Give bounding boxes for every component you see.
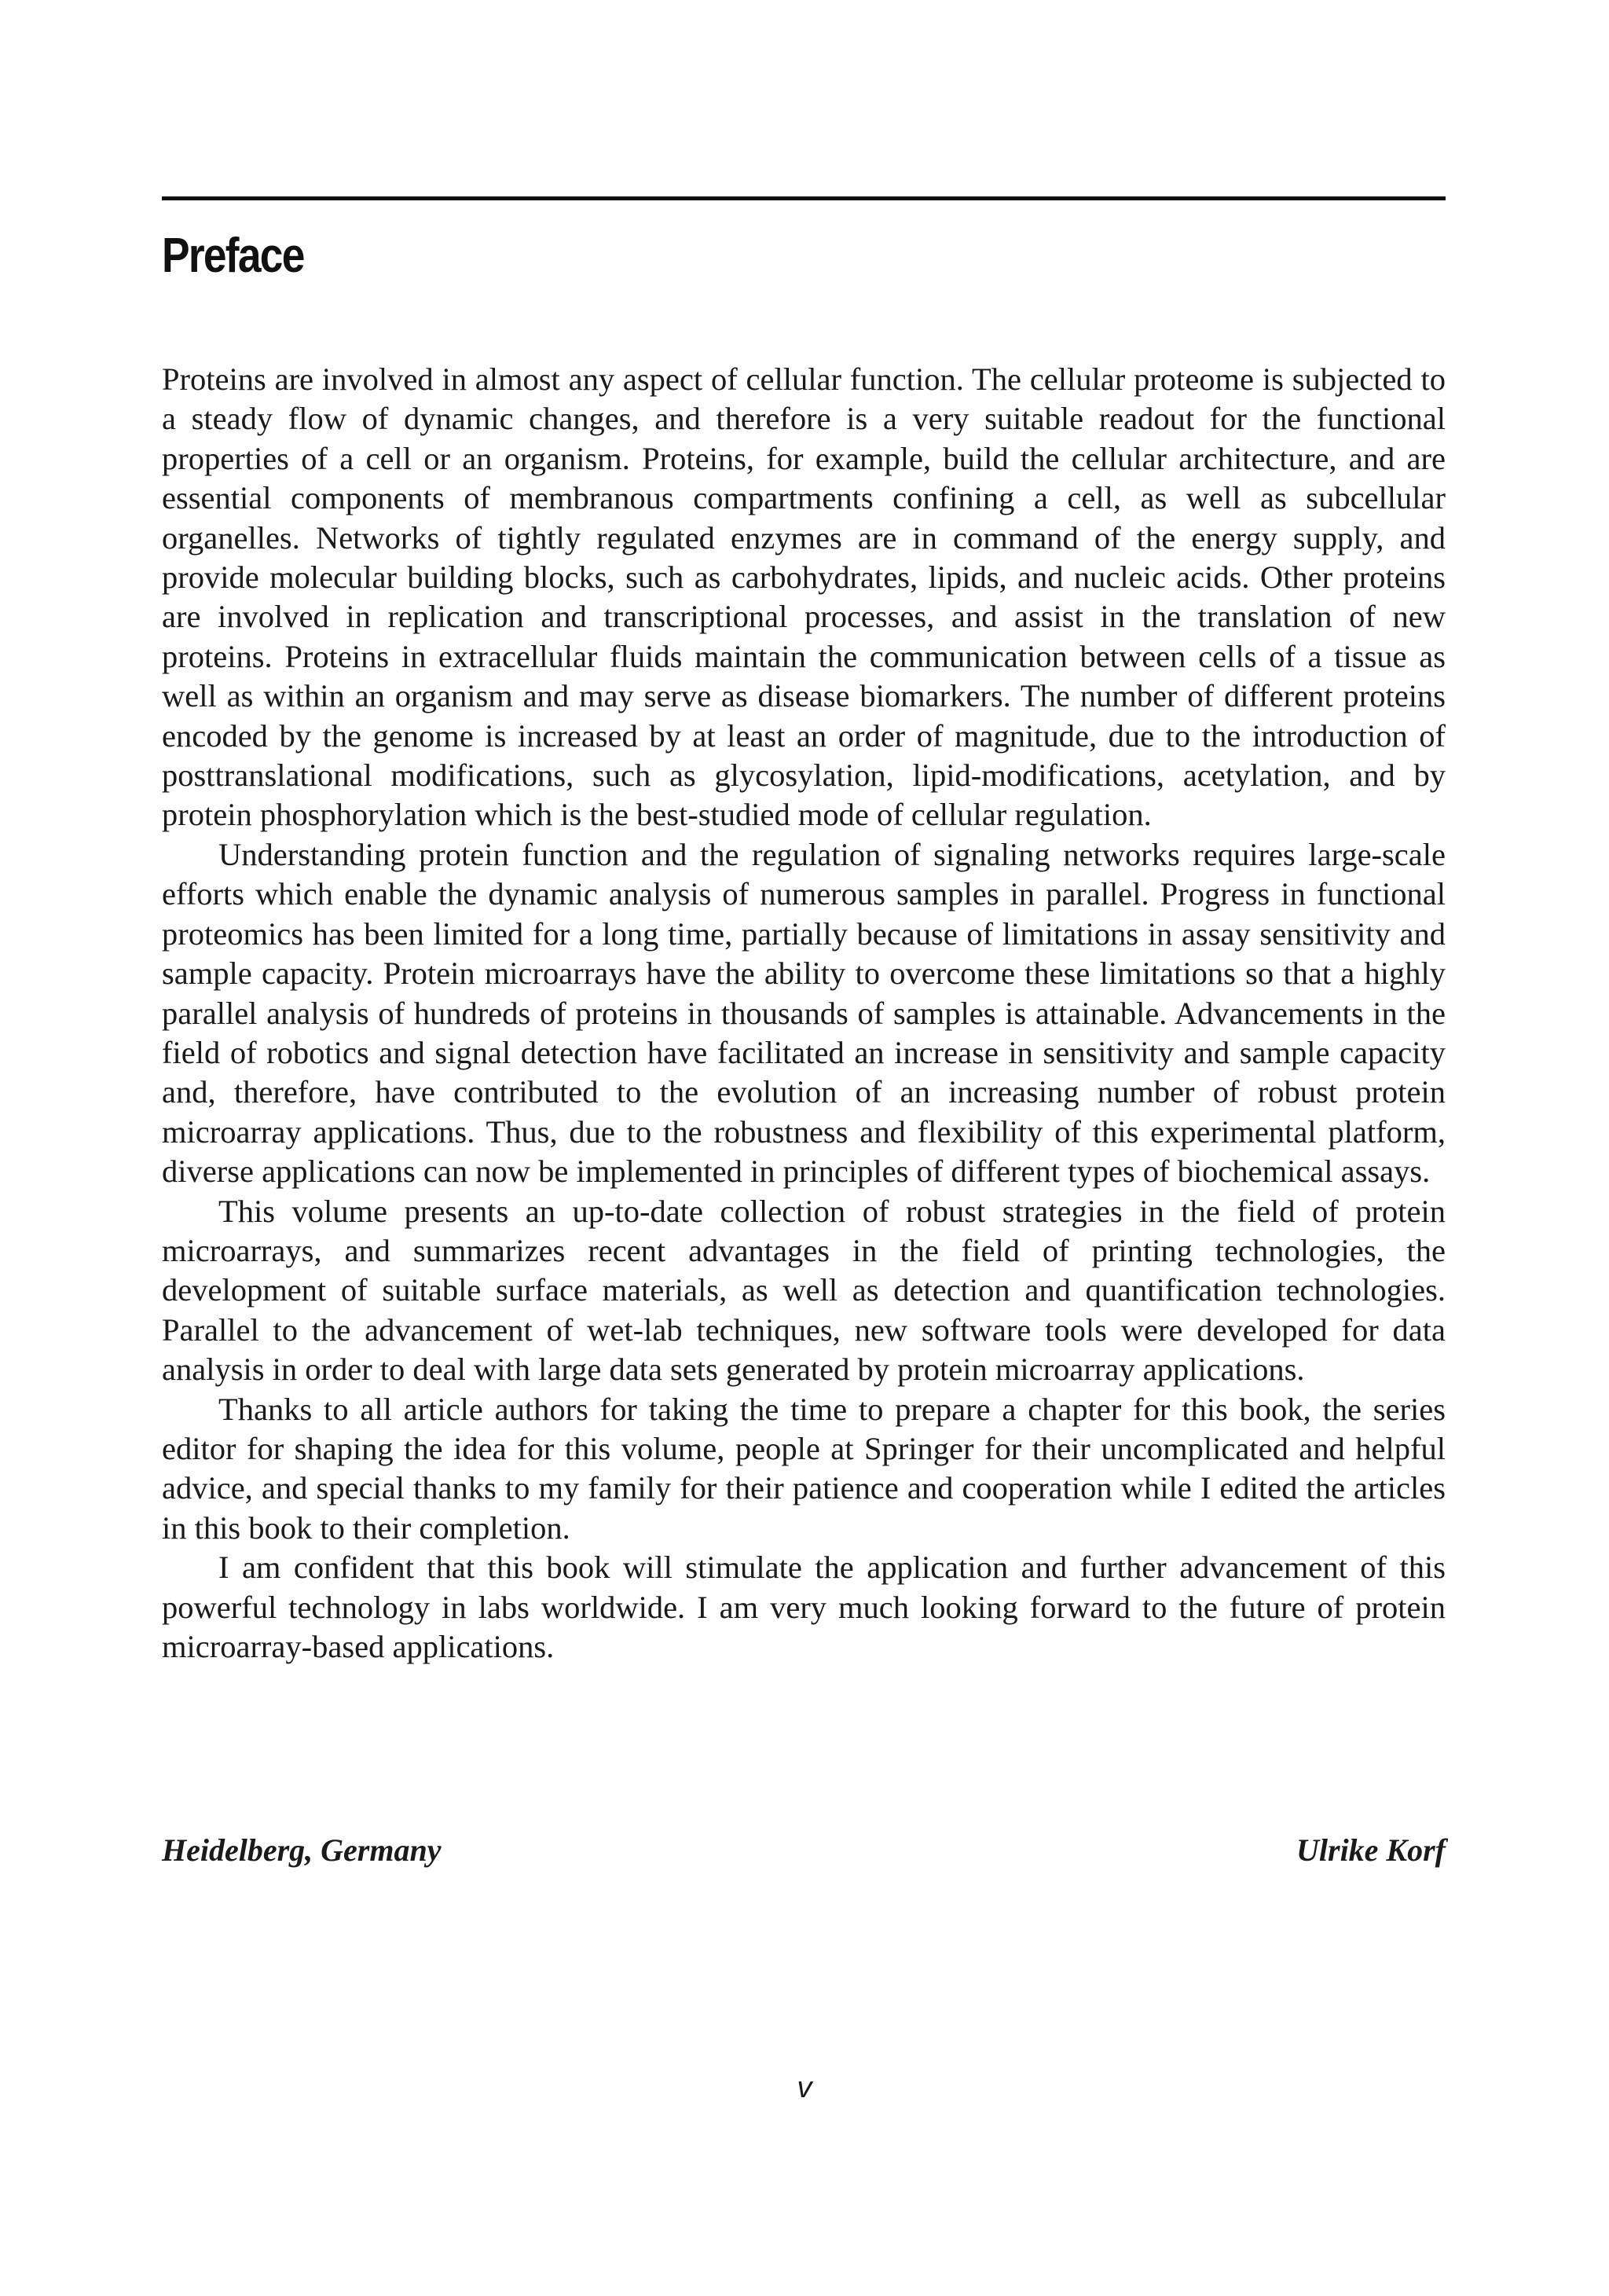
paragraph-1: Proteins are involved in almost any aspect of cellular function. The cellular proteome is subjected to a steady flow of dynamic changes, and therefore is a very suitable readout for the functional properties of a cell or an organism. Proteins, for example, build the cellular architecture, and are essential components of membranous compartments confining a cell, as well as subcellular organelles. Networks of tightly regulated enzymes are in command of the energy supply, and provide molecular building blocks, such as carbohydrates, lipids, and nucleic acids. Other proteins are involved in replication and transcriptional processes, and assist in the translation of new proteins. Proteins in extracellular fluids maintain the communication between cells of a tissue as well as within an organism and may serve as disease biomarkers. The number of different proteins encoded by the genome is increased by at least an order of magnitude, due to the introduction of posttranslational modifications, such as glycosylation, lipid-modifications, acetylation, and by protein phosphorylation which is the best-studied mode of cellular regulation. xyxy=(162,361,1446,833)
preface-body xyxy=(162,360,1446,1667)
header-rule xyxy=(162,196,1446,200)
page-title: Preface xyxy=(162,229,304,283)
paragraph-3: This volume presents an up-to-date collection of robust strategies in the field of protein microarrays, and summarizes recent advantages in the field of printing technologies, the development of suitable surface materials, as well as detection and quantification technologies. Parallel to the advancement of wet-lab techniques, new software tools were developed for data analysis in order to deal with large data sets generated by protein microarray applications. xyxy=(162,1193,1446,1388)
paragraph-2: Understanding protein function and the regulation of signaling networks requires large-scale efforts which enable the dynamic analysis of numerous samples in parallel. Progress in functional proteomics has been limited for a long time, partially because of limitations in assay sensitivity and sample capacity. Protein microarrays have the ability to overcome these limitations so that a highly parallel analysis of hundreds of proteins in thousands of samples is attainable. Advancements in the field of robotics and signal detection have facilitated an increase in sensitivity and sample capacity and, therefore, have contributed to the evolution of an increasing number of robust protein microarray applications. Thus, due to the robustness and flexibility of this experimental platform, diverse applications can now be implemented in principles of different types of biochemical assays. xyxy=(162,836,1446,1190)
paragraph-5: I am confident that this book will stimulate the application and further advancement of this powerful technology in labs worldwide. I am very much looking forward to the future of protein microarray-based applications. xyxy=(162,1550,1446,1664)
signature-block xyxy=(162,1831,1446,1870)
signature-location: Heidelberg, Germany xyxy=(162,1832,442,1868)
paragraph-4: Thanks to all article authors for taking the time to prepare a chapter for this book, the series editor for shaping the idea for this volume, people at Springer for their uncomplicated and helpful advice, and special thanks to my family for their patience and cooperation while I edited the articles in this book to their completion. xyxy=(162,1391,1446,1546)
signature-author: Ulrike Korf xyxy=(1296,1832,1446,1868)
page-number: v xyxy=(797,2071,812,2104)
